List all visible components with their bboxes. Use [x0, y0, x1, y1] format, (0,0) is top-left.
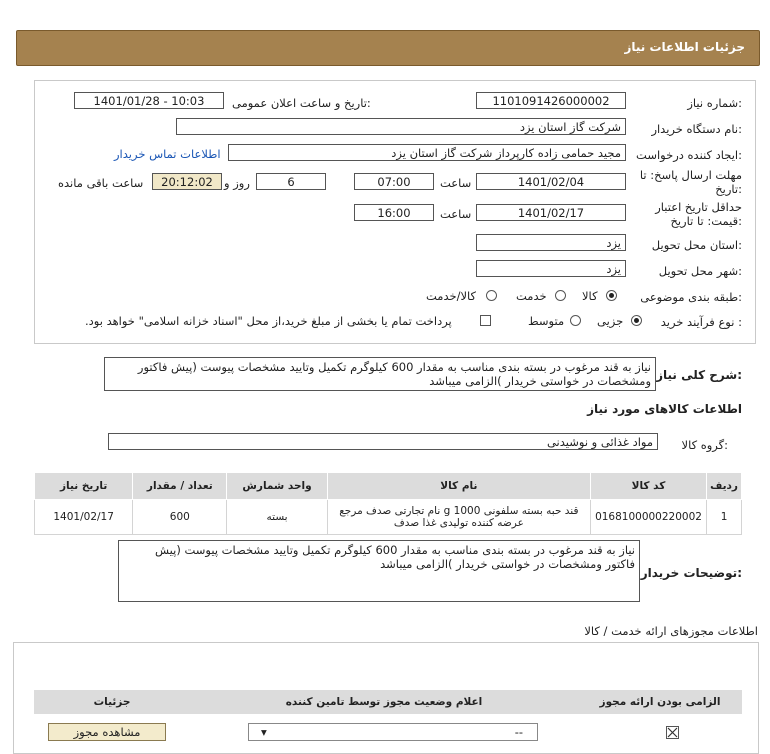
need-number-label: شماره نیاز:	[687, 96, 742, 110]
creator-field[interactable]: مجید حمامی زاده کارپرداز شرکت گاز استان یزد	[228, 144, 626, 161]
province-field[interactable]: یزد	[476, 234, 626, 251]
process-medium-label: متوسط	[528, 314, 565, 328]
description-text: نیاز به قند مرغوب در بسته بندی مناسب به مقدار 600 کیلوگرم تکمیل وتایید مشخصات پیوست (پیش فاکتور ومشخصات در خواستی خریدار )الزامی میباشد	[104, 357, 656, 391]
page-header	[16, 30, 760, 66]
validity-label-2: قیمت: تا تاریخ:	[670, 214, 742, 228]
col-unit: واحد شمارش	[227, 473, 327, 500]
select-arrow-icon: ▾	[261, 725, 267, 739]
process-medium-radio[interactable]	[570, 315, 581, 326]
buyer-org-label: نام دستگاه خریدار:	[651, 122, 742, 136]
need-number-field[interactable]: 1101091426000002	[476, 92, 626, 109]
process-label: نوع فرآیند خرید :	[660, 315, 742, 329]
goods-section-title: اطلاعات کالاهای مورد نیاز	[587, 402, 742, 416]
description-label: شرح کلی نیاز:	[656, 368, 742, 382]
buyer-notes-label: توضیحات خریدار:	[640, 566, 742, 580]
license-status-value: --	[514, 725, 523, 739]
licenses-title: اطلاعات مجوزهای ارائه خدمت / کالا	[584, 624, 758, 638]
announce-label: تاریخ و ساعت اعلان عمومی:	[232, 96, 371, 110]
remaining-time-field: 20:12:02	[152, 173, 222, 190]
view-license-button[interactable]: مشاهده مجوز	[48, 723, 166, 741]
process-partial-radio[interactable]	[631, 315, 642, 326]
validity-label: حداقل تاریخ اعتبار	[655, 200, 742, 214]
validity-date-field[interactable]: 1401/02/17	[476, 204, 626, 221]
remaining-time-label: ساعت باقی مانده	[58, 176, 144, 190]
license-status-select[interactable]	[248, 723, 538, 741]
days-remaining-field: 6	[256, 173, 326, 190]
col-quantity: تعداد / مقدار	[133, 473, 227, 500]
col-row: ردیف	[707, 473, 742, 500]
process-partial-label: جزیی	[597, 314, 624, 328]
page-title: جزئیات اطلاعات نیاز	[624, 40, 745, 54]
category-both-label: کالا/خدمت	[426, 289, 477, 303]
cell-need-date: 1401/02/17	[35, 500, 133, 535]
cell-item-code: 0168100000220002	[590, 500, 706, 535]
goods-group-label: گروه کالا:	[681, 438, 728, 452]
deadline-time-label: ساعت	[440, 176, 472, 190]
validity-time-field[interactable]: 16:00	[354, 204, 434, 221]
goods-group-field[interactable]: مواد غذائی و نوشیدنی	[108, 433, 658, 450]
col-item-code: کد کالا	[590, 473, 706, 500]
deadline-label: مهلت ارسال پاسخ: تا	[639, 168, 742, 182]
goods-table	[34, 472, 742, 535]
lic-col-details: جزئیات	[93, 696, 131, 708]
treasury-payment-checkbox[interactable]	[480, 315, 491, 326]
treasury-payment-note: پرداخت تمام یا بخشی از مبلغ خرید،از محل "اسناد خزانه اسلامی" خواهد بود.	[85, 314, 452, 328]
buyer-org-field[interactable]: شرکت گاز استان یزد	[176, 118, 626, 135]
province-label: استان محل تحویل:	[651, 238, 742, 252]
buyer-contact-link[interactable]: اطلاعات تماس خریدار	[114, 147, 221, 161]
lic-col-status: اعلام وضعیت مجوز توسط تامین کننده	[285, 696, 483, 708]
x-mark-icon	[667, 727, 678, 738]
deadline-label-2: تاریخ:	[715, 182, 742, 196]
category-goods-radio[interactable]	[606, 290, 617, 301]
validity-time-label: ساعت	[440, 207, 472, 221]
creator-label: ایجاد کننده درخواست:	[636, 148, 742, 162]
category-label: طبقه بندی موضوعی:	[640, 290, 742, 304]
city-label: شهر محل تحویل:	[658, 264, 742, 278]
buyer-notes-text: نیاز به قند مرغوب در بسته بندی مناسب به مقدار 600 کیلوگرم تکمیل وتایید مشخصات پیوست (پیش فاکتور ومشخصات در خواستی خریدار )الزامی میباشد	[118, 540, 640, 602]
cell-quantity: 600	[133, 500, 227, 535]
cell-item-name: قند حبه بسته سلفونی 1000 g نام تجارتی صدف مرجع عرضه کننده تولیدی غذا صدف	[327, 500, 590, 535]
category-both-radio[interactable]	[486, 290, 497, 301]
cell-unit: بسته	[227, 500, 327, 535]
col-item-name: نام کالا	[327, 473, 590, 500]
license-required-checkbox[interactable]	[666, 726, 679, 739]
deadline-time-field[interactable]: 07:00	[354, 173, 434, 190]
days-label: روز و	[224, 176, 250, 190]
city-field[interactable]: یزد	[476, 260, 626, 277]
announce-field[interactable]: 1401/01/28 - 10:03	[74, 92, 224, 109]
table-row[interactable]	[35, 500, 742, 535]
col-need-date: تاریخ نیاز	[35, 473, 133, 500]
category-service-radio[interactable]	[555, 290, 566, 301]
cell-row: 1	[707, 500, 742, 535]
category-goods-label: کالا	[582, 289, 598, 303]
deadline-date-field[interactable]: 1401/02/04	[476, 173, 626, 190]
category-service-label: خدمت	[516, 289, 547, 303]
lic-col-required: الزامی بودن ارائه مجوز	[599, 696, 721, 708]
